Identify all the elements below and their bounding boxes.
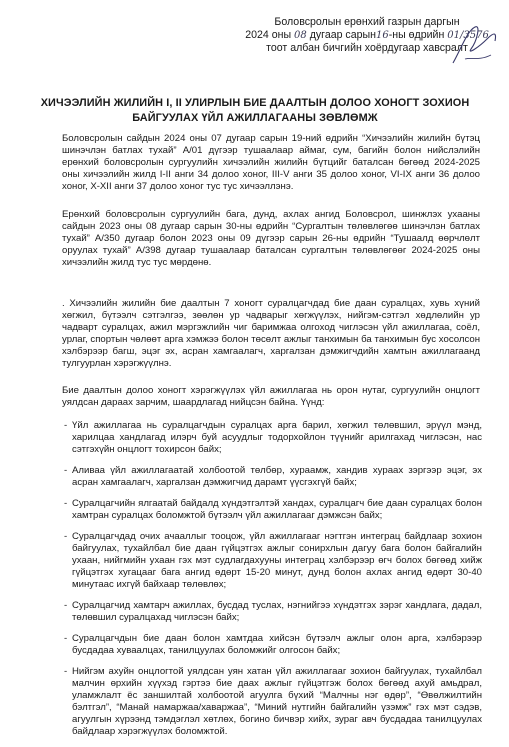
bullet-dash: - xyxy=(64,666,68,677)
bullet-dash: - xyxy=(64,420,68,431)
list-item-text: Суралцагчдад очих ачааллыг тооцож, үйл ажиллагааг нэгтгэн интеграц байдлаар зохион байгуулах, тухайлбал бие даан гүйцэтгэх ажлыг сонирхлын дагуу бага болон байгалийн ухаан, нийгмийн ухаан гэх мэт судлагдахууны интеграц хэлбэрээр өгч болох бөгөөд хийж гүйцэтгэх хугацааг бага ангид өдөрт 15-20 минут, дунд болон ахлах ангид өдөрт 30-40 минутаас ихгүй байхаар төлөвлөх; xyxy=(72,531,482,590)
paragraph-3: . Хичээлийн жилийн бие даалтын 7 хоногт суралцагчдад бие даан суралцах, хувь хүний хөгжил, бүтээлч сэтгэлгээ, зөөлөн ур чадварыг хөгжүүлэх, нийгэм-сэтгэл хөдлөлийн ур чадварт суралцах, ажил мэргэжлийн чиг баримжаа олгоход чиглэсэн үйл ажиллагаа, соёл, урлаг, спортын чөлөөт арга хэмжээ болон төсөлт ажлыг танхимын ба танхимын бус хосолсон хэлбэрээр багш, эцэг эх, асран хамгаалагч, харгалзан дэмжигчдийн хамтын ажиллагаанд тулгуурлан хэрэгжүүлнэ. xyxy=(62,298,480,369)
list-item xyxy=(64,420,482,456)
header-line-3: тоот албан бичгийн хоёрдугаар хавсралт xyxy=(266,42,468,55)
list-item-text: Нийгэм ахуйн онцлогтой уялдсан уян хатан үйл ажиллагааг зохион байгуулах, тухайлбал малчин өрхийн хүүхэд гэртээ бие даах ажлыг гүйцэтгэж болох бөгөөд ахуй амьдрал, уламжлалт ёс заншилтай холбоотой агуулга бүхий “Малчны нэг өдөр”, “Өвөлжилтийн бэлтгэл”, “Манай намаржаа/хаваржаа”, “Миний нутгийн байгалийн үзэмж” гэх мэт сэдэв, агуулгын хүрээнд тэмдэглэл хөтлөх, богино бичвэр хийх, зураг авч бусдадаа танилцуулах байдлаар хэрэгжүүлэх боломжтой. xyxy=(72,666,482,737)
bullet-dash: - xyxy=(64,633,68,644)
title-line-1: ХИЧЭЭЛИЙН ЖИЛИЙН I, II УЛИРЛЫН БИЕ ДААЛТЫН ДОЛОО ХОНОГТ ЗОХИОН xyxy=(40,97,470,109)
bullet-dash: - xyxy=(64,498,68,509)
list-item-text: Суралцагчийн ялгаатай байдалд хүндэтгэлтэй хандах, суралцагч бие даан суралцах болон хамтран суралцах боломжтой бүтээлч үйл ажиллагааг дэмжсэн байх; xyxy=(72,498,482,521)
bullet-dash: - xyxy=(64,465,68,476)
bullet-dash: - xyxy=(64,600,68,611)
paragraph-4: Бие даалтын долоо хоногт хэрэгжүүлэх үйл ажиллагаа нь орон нутаг, сургуулийн онцлогт уялдсан дараах зарчим, шаардлагад нийцсэн байна. Үүнд: xyxy=(62,385,480,408)
list-item xyxy=(64,633,482,657)
list-item xyxy=(64,465,482,489)
list-item-text: Суралцагчдын бие даан болон хамтдаа хийсэн бүтээлч ажлыг олон арга, хэлбэрээр бусдадаа хуваалцах, танилцуулах боломжийг олгосон байх; xyxy=(72,633,482,656)
handwritten-month: 08 xyxy=(294,30,307,42)
document-title xyxy=(24,96,486,126)
paragraph-1: Боловсролын сайдын 2024 оны 07 дугаар сарын 19-ний өдрийн “Хичээлийн жилийн бүтэц шинэчлэн батлах тухай” А/01 дүгээр тушаалаар аймаг, сум, багийн болон нийслэлийн ерөнхий боловсролын сургуулийн хичээлийн жилийн бүтцийг баталсан бөгөөд 2024-2025 оны хичээлийн жилд I-II анги 34 долоо хоног, III-V анги 35 долоо хоног, VI-IX анги 36 долоо хоног, X-XII анги 37 долоо хоног тус тус хичээллэнэ. xyxy=(62,133,480,192)
list-item xyxy=(64,498,482,522)
list-item xyxy=(64,600,482,624)
list-item-text: Суралцагчид хамтарч ажиллах, бусдад туслах, нэгнийгээ хүндэтгэх зэрэг хандлага, дадал, төлөвшил суралцахад чиглэсэн байх; xyxy=(72,600,482,623)
list-item-text: Үйл ажиллагаа нь суралцагчдын суралцах арга барил, хөгжил төлөвшил, эрүүл мэнд, харилцаа хандлагад илэрч буй асуудлыг тодорхойлон түүнийг арилгахад чиглэсэн, нас сэтгэхүйн онцлогт тохирсон байх; xyxy=(72,420,482,455)
list-item xyxy=(64,666,482,738)
header-line-2-post: -ны өдрийн xyxy=(388,29,445,42)
header-line-2-mid: дугаар сарын xyxy=(309,29,376,42)
list-item-text: Аливаа үйл ажиллагаатай холбоотой төлбөр, хураамж, хандив хураах зэргээр эцэг, эх асран хамгаалагч, харгалзан дэмжигчид дарамт үүсгэхгүй байх; xyxy=(72,465,482,488)
handwritten-number: 01/3576 xyxy=(447,30,489,42)
header-line-2-pre: 2024 оны xyxy=(245,29,292,42)
header-line-1: Боловсролын ерөнхий газрын даргын xyxy=(274,16,460,28)
principles-list xyxy=(64,420,482,747)
paragraph-2: Ерөнхий боловсролын сургуулийн бага, дунд, ахлах ангид Боловсрол, шинжлэх ухааны сайдын 2023 оны 08 дугаар сарын 30-ны өдрийн “Сургалтын төлөвлөгөө шинэчлэн батлах тухай” А/350 дугаар болон 2023 оны 09 дүгээр сарын 26-ны өдрийн “Тушаалд өөрчлөлт оруулах тухай” А/398 дугаар тушаалаар баталсан сургалтын төлөвлөгөөг 2024-2025 оны хичээлийн жилд тус тус мөрдөнө. xyxy=(62,209,480,268)
handwritten-day: 16 xyxy=(375,30,389,42)
list-item xyxy=(64,531,482,591)
signature-mark xyxy=(447,19,503,75)
bullet-dash: - xyxy=(64,531,68,542)
title-line-2: БАЙГУУЛАХ ҮЙЛ АЖИЛЛАГААНЫ ЗӨВЛӨМЖ xyxy=(132,112,378,124)
